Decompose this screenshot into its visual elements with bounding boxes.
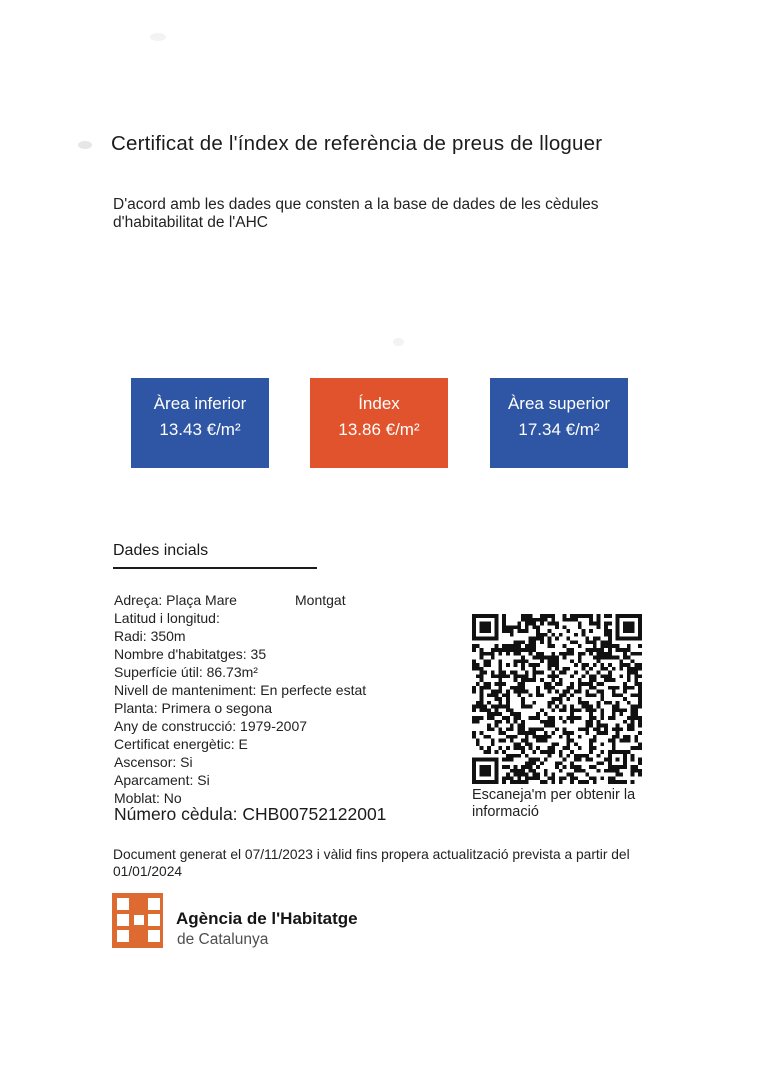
detail-text: Moblat: No [114,790,182,806]
detail-text: Aparcament: Si [114,772,210,788]
detail-row [114,627,366,645]
detail-extra-text: Montgat [295,592,346,608]
detail-text: Nombre d'habitatges: 35 [114,646,267,662]
detail-row [114,681,366,699]
logo-window-cell [117,930,129,942]
logo-window-cell [117,898,129,910]
stat-label: Àrea inferior [153,394,247,413]
detail-row [114,735,366,753]
stat-label: Índex [358,394,400,413]
logo-text-line1: Agència de l'Habitatge [176,909,358,928]
scan-smudge [393,338,404,346]
logo-window-cell [148,930,160,942]
detail-text: Latitud i longitud: [114,610,220,626]
logo-window-cell [117,914,129,926]
detail-text: Certificat energètic: E [114,736,248,752]
ahc-logo-icon [112,893,163,948]
qr-caption-line: Escaneja'm per obtenir la [472,787,636,803]
intro-line: d'habitabilitat de l'AHC [113,214,268,231]
logo-window-cell [134,915,145,926]
logo-window-cell [148,898,160,910]
details-list [114,591,366,807]
generation-note [113,846,630,880]
qr-caption-line: informació [472,804,539,820]
detail-text: Any de construcció: 1979-2007 [114,718,308,734]
detail-row [114,771,366,789]
stat-box-area-inferior [131,378,269,468]
detail-text: Planta: Primera o segona [114,700,272,716]
stat-box-index [310,378,448,468]
detail-row [114,717,366,735]
detail-row [114,609,366,627]
detail-text: Nivell de manteniment: En perfecte estat [114,682,367,698]
scan-smudge [78,141,92,149]
logo-window-cell [148,914,160,926]
cedula-number: Número cèdula: CHB00752122001 [114,804,387,824]
detail-text: Superfície útil: 86.73m² [114,664,258,680]
section-underline [113,567,317,569]
scan-smudge [150,33,166,41]
intro-paragraph [113,196,599,232]
section-heading-dades: Dades incials [113,542,209,559]
detail-row [114,753,366,771]
stat-value: 13.43 €/m² [159,420,241,439]
footer-line: 01/01/2024 [113,864,183,879]
page-title: Certificat de l'índex de referència de preus de lloguer [111,132,603,155]
stat-label: Àrea superior [507,394,611,413]
qr-caption [472,787,635,821]
detail-row [114,699,366,717]
detail-row [114,663,366,681]
detail-text: Adreça: Plaça Mare [114,592,237,608]
intro-line: D'acord amb les dades que consten a la base de dades de les cèdules [113,196,599,213]
stat-value: 17.34 €/m² [518,420,600,439]
stat-value: 13.86 €/m² [338,420,420,439]
footer-line: Document generat el 07/11/2023 i vàlid fins propera actualització prevista a partir del [113,847,630,862]
detail-row [114,591,366,609]
detail-row [114,645,366,663]
qr-code [472,614,642,784]
stat-box-area-superior [490,378,628,468]
detail-text: Ascensor: Si [114,754,193,770]
logo-text-line2: de Catalunya [177,931,269,948]
detail-text: Radi: 350m [114,628,186,644]
